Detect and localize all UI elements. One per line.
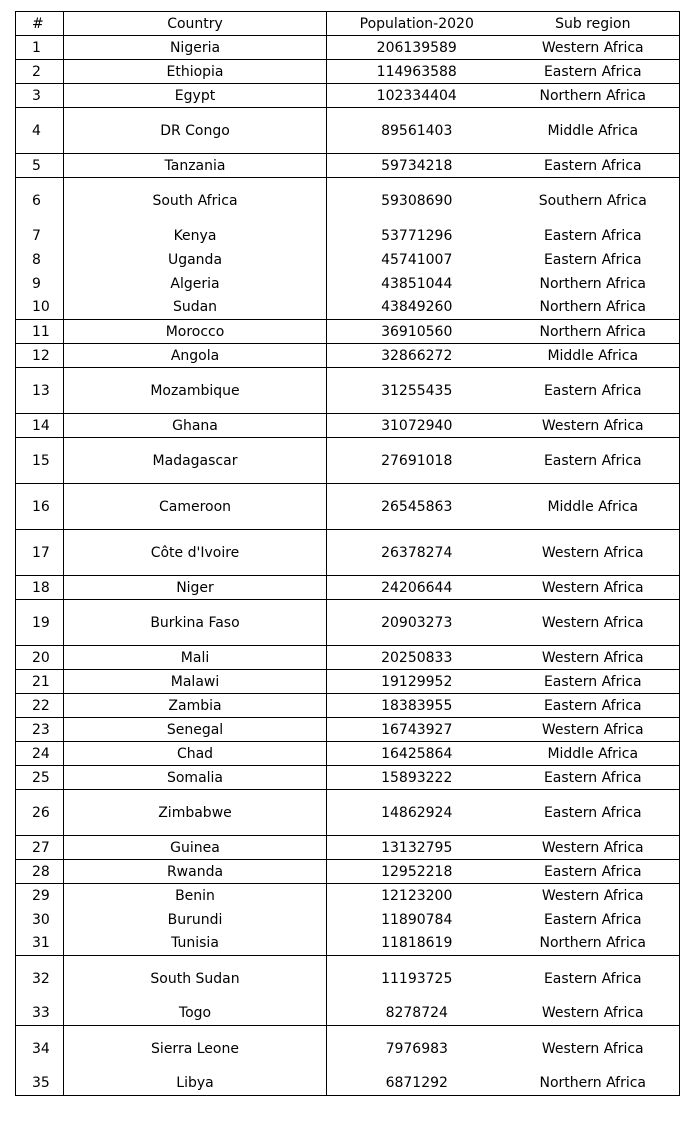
country-cell: Sierra Leone xyxy=(64,1026,327,1072)
population-cell: 114963588 xyxy=(327,60,507,84)
region-cell: Eastern Africa xyxy=(507,908,680,932)
country-cell: Tunisia xyxy=(64,932,327,956)
region-cell: Western Africa xyxy=(507,600,680,646)
table-row xyxy=(16,438,680,484)
header-country: Country xyxy=(64,12,327,36)
table-row xyxy=(16,296,680,320)
row-number: 17 xyxy=(16,530,64,576)
table-row xyxy=(16,60,680,84)
population-cell: 11890784 xyxy=(381,911,453,928)
row-number: 29 xyxy=(16,884,64,908)
country-cell: Zambia xyxy=(64,694,327,718)
region-cell: Eastern Africa xyxy=(507,154,680,178)
population-cell: 11818619 xyxy=(381,935,453,952)
row-number: 6 xyxy=(16,178,64,224)
country-cell: Togo xyxy=(64,1002,327,1026)
population-cell: 26545863 xyxy=(327,484,507,530)
region-cell: Middle Africa xyxy=(507,742,680,766)
table-row xyxy=(16,344,680,368)
table-row xyxy=(16,742,680,766)
country-cell: DR Congo xyxy=(64,108,327,154)
row-number: 16 xyxy=(16,484,64,530)
row-number: 8 xyxy=(16,248,64,272)
table-row xyxy=(16,368,680,414)
country-cell: Burkina Faso xyxy=(64,600,327,646)
population-cell: 11193725 xyxy=(327,956,507,1002)
table-row xyxy=(16,36,680,60)
table-row xyxy=(16,790,680,836)
region-cell: Western Africa xyxy=(507,884,680,908)
table-row xyxy=(16,178,680,224)
population-cell: 12123200 xyxy=(327,884,507,908)
region-cell: Northern Africa xyxy=(507,1072,680,1096)
country-cell: Egypt xyxy=(64,84,327,108)
country-cell: South Sudan xyxy=(64,956,327,1002)
table-row xyxy=(16,932,680,956)
region-cell: Eastern Africa xyxy=(507,248,680,272)
population-cell: 26378274 xyxy=(327,530,507,576)
population-table xyxy=(15,11,680,1096)
row-number: 10 xyxy=(16,296,64,320)
country-cell: Côte d'Ivoire xyxy=(64,530,327,576)
region-cell: Eastern Africa xyxy=(507,766,680,790)
row-number: 25 xyxy=(16,766,64,790)
country-cell: Sudan xyxy=(64,296,327,320)
population-cell: 27691018 xyxy=(327,438,507,484)
population-cell: 206139589 xyxy=(327,36,507,60)
region-cell: Western Africa xyxy=(507,718,680,742)
country-cell: Libya xyxy=(64,1072,327,1096)
row-number: 19 xyxy=(16,600,64,646)
country-cell: Madagascar xyxy=(64,438,327,484)
region-cell: Western Africa xyxy=(507,646,680,670)
region-cell: Western Africa xyxy=(507,530,680,576)
row-number: 28 xyxy=(16,860,64,884)
row-number: 9 xyxy=(16,272,64,296)
table-row xyxy=(16,718,680,742)
country-cell: Angola xyxy=(64,344,327,368)
country-cell: Tanzania xyxy=(64,154,327,178)
table-row xyxy=(16,154,680,178)
table-row xyxy=(16,224,680,248)
region-cell: Middle Africa xyxy=(507,108,680,154)
region-cell: Western Africa xyxy=(507,576,680,600)
population-cell: 6871292 xyxy=(327,1072,507,1096)
country-cell: Morocco xyxy=(64,320,327,344)
table-row xyxy=(16,530,680,576)
region-cell: Middle Africa xyxy=(507,344,680,368)
row-number: 3 xyxy=(16,84,64,108)
region-cell: Western Africa xyxy=(507,414,680,438)
population-cell: 24206644 xyxy=(327,576,507,600)
row-number: 13 xyxy=(16,368,64,414)
country-cell: Mozambique xyxy=(64,368,327,414)
population-cell: 31255435 xyxy=(327,368,507,414)
country-cell: Senegal xyxy=(64,718,327,742)
table-row xyxy=(16,884,680,908)
row-number: 32 xyxy=(16,956,64,1002)
population-cell: 16743927 xyxy=(327,718,507,742)
population-cell: 59734218 xyxy=(327,154,507,178)
table-row xyxy=(16,646,680,670)
country-cell: Benin xyxy=(64,884,327,908)
region-cell: Eastern Africa xyxy=(507,694,680,718)
table-row xyxy=(16,414,680,438)
table-row xyxy=(16,248,680,272)
table-row xyxy=(16,1026,680,1072)
country-cell: Cameroon xyxy=(64,484,327,530)
country-cell: Kenya xyxy=(64,224,327,248)
population-cell: 8278724 xyxy=(385,1005,448,1022)
country-cell: Somalia xyxy=(64,766,327,790)
row-number: 14 xyxy=(16,414,64,438)
row-number: 11 xyxy=(16,320,64,344)
table-row xyxy=(16,484,680,530)
row-number: 7 xyxy=(16,224,64,248)
table-row xyxy=(16,956,680,1002)
population-cell: 7976983 xyxy=(327,1026,507,1072)
region-cell: Western Africa xyxy=(507,1026,680,1072)
header-num: # xyxy=(16,12,64,36)
country-cell: Zimbabwe xyxy=(64,790,327,836)
row-number: 4 xyxy=(16,108,64,154)
row-number: 33 xyxy=(16,1002,64,1026)
table-row xyxy=(16,670,680,694)
row-number: 1 xyxy=(16,36,64,60)
table-row xyxy=(16,908,680,932)
population-cell: 18383955 xyxy=(327,694,507,718)
population-cell: 31072940 xyxy=(327,414,507,438)
country-cell: Niger xyxy=(64,576,327,600)
country-cell: Malawi xyxy=(64,670,327,694)
row-number: 23 xyxy=(16,718,64,742)
region-cell: Northern Africa xyxy=(507,932,680,956)
region-cell: Eastern Africa xyxy=(507,60,680,84)
table-row xyxy=(16,600,680,646)
population-cell: 43849260 xyxy=(381,299,453,316)
table-row xyxy=(16,1002,680,1026)
country-cell: Nigeria xyxy=(64,36,327,60)
region-cell: Middle Africa xyxy=(507,484,680,530)
row-number: 30 xyxy=(16,908,64,932)
row-number: 21 xyxy=(16,670,64,694)
population-cell: 45741007 xyxy=(381,251,453,268)
row-number: 34 xyxy=(16,1026,64,1072)
region-cell: Eastern Africa xyxy=(507,670,680,694)
row-number: 15 xyxy=(16,438,64,484)
header-population: Population-2020 xyxy=(327,12,507,36)
region-cell: Western Africa xyxy=(507,1002,680,1026)
country-cell: Chad xyxy=(64,742,327,766)
population-cell: 16425864 xyxy=(327,742,507,766)
population-cell: 102334404 xyxy=(327,84,507,108)
row-number: 31 xyxy=(16,932,64,956)
region-cell: Western Africa xyxy=(507,836,680,860)
country-cell: Burundi xyxy=(64,908,327,932)
region-cell: Eastern Africa xyxy=(507,368,680,414)
population-cell: 15893222 xyxy=(327,766,507,790)
country-cell: South Africa xyxy=(64,178,327,224)
population-cell: 43851044 xyxy=(381,275,453,292)
country-cell: Mali xyxy=(64,646,327,670)
country-cell: Algeria xyxy=(64,272,327,296)
region-cell: Northern Africa xyxy=(507,320,680,344)
population-cell: 36910560 xyxy=(327,320,507,344)
population-cell: 32866272 xyxy=(327,344,507,368)
region-cell: Eastern Africa xyxy=(507,438,680,484)
region-cell: Eastern Africa xyxy=(507,224,680,248)
table-row xyxy=(16,1072,680,1096)
region-cell: Western Africa xyxy=(507,36,680,60)
table-row xyxy=(16,766,680,790)
row-number: 22 xyxy=(16,694,64,718)
country-cell: Uganda xyxy=(64,248,327,272)
table-row xyxy=(16,84,680,108)
header-region: Sub region xyxy=(507,12,680,36)
table-row xyxy=(16,320,680,344)
region-cell: Eastern Africa xyxy=(507,860,680,884)
row-number: 20 xyxy=(16,646,64,670)
row-number: 5 xyxy=(16,154,64,178)
header-row xyxy=(16,12,680,36)
population-cell: 14862924 xyxy=(327,790,507,836)
table-row xyxy=(16,694,680,718)
table-row xyxy=(16,272,680,296)
country-cell: Ghana xyxy=(64,414,327,438)
population-cell: 13132795 xyxy=(327,836,507,860)
table-row xyxy=(16,860,680,884)
country-cell: Guinea xyxy=(64,836,327,860)
population-cell: 59308690 xyxy=(327,178,507,224)
table-row xyxy=(16,576,680,600)
row-number: 26 xyxy=(16,790,64,836)
row-number: 35 xyxy=(16,1072,64,1096)
region-cell: Northern Africa xyxy=(507,84,680,108)
table-row xyxy=(16,108,680,154)
row-number: 12 xyxy=(16,344,64,368)
row-number: 27 xyxy=(16,836,64,860)
population-cell: 89561403 xyxy=(327,108,507,154)
region-cell: Northern Africa xyxy=(507,296,680,320)
row-number: 2 xyxy=(16,60,64,84)
population-cell: 12952218 xyxy=(327,860,507,884)
population-cell: 20250833 xyxy=(327,646,507,670)
row-number: 18 xyxy=(16,576,64,600)
row-number: 24 xyxy=(16,742,64,766)
region-cell: Southern Africa xyxy=(507,178,680,224)
region-cell: Eastern Africa xyxy=(507,790,680,836)
region-cell: Eastern Africa xyxy=(507,956,680,1002)
country-cell: Ethiopia xyxy=(64,60,327,84)
population-cell: 19129952 xyxy=(327,670,507,694)
region-cell: Northern Africa xyxy=(507,272,680,296)
table-row xyxy=(16,836,680,860)
population-cell: 53771296 xyxy=(381,227,453,244)
country-cell: Rwanda xyxy=(64,860,327,884)
population-cell: 20903273 xyxy=(327,600,507,646)
